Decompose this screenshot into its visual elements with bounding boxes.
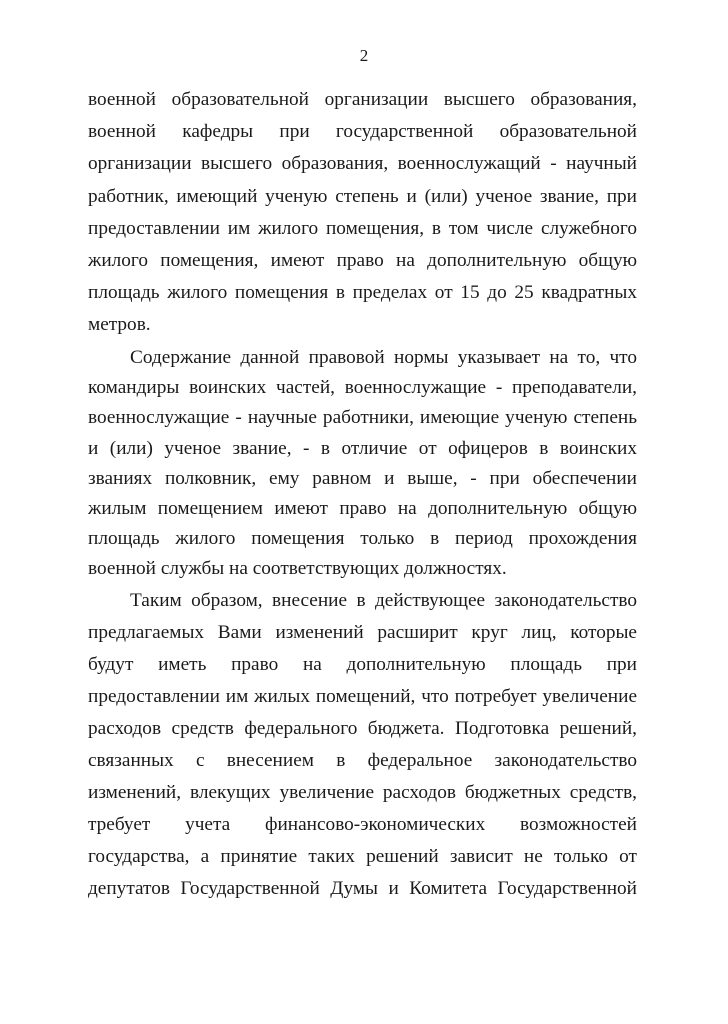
text-line: расходов средств федерального бюджета. Подготовка решений,	[88, 718, 637, 739]
text-line: работник, имеющий ученую степень и (или) ученое звание, при	[88, 185, 637, 207]
text-line: связанных с внесением в федеральное законодательство	[88, 750, 637, 771]
text-line: Содержание данной правовой нормы указывает на то, что	[130, 347, 637, 368]
text-line: жилого помещения, имеют право на дополнительную общую	[88, 249, 637, 271]
text-line: площадь жилого помещения в пределах от 15 до 25 квадратных	[88, 282, 637, 304]
text-line: изменений, влекущих увеличение расходов бюджетных средств,	[88, 782, 637, 803]
text-line: будут иметь право на дополнительную площадь при	[88, 654, 637, 675]
text-line: предоставлении им жилого помещения, в том числе служебного	[88, 217, 637, 239]
text-line: военной образовательной организации высшего образования,	[88, 89, 637, 110]
text-line: депутатов Государственной Думы и Комитета Государственной	[88, 878, 637, 899]
text-line: предлагаемых Вами изменений расширит круг лиц, которые	[88, 622, 637, 643]
paragraph-1	[88, 89, 637, 347]
text-line: военной службы на соответствующих должностях.	[88, 558, 507, 580]
text-line: жилым помещением имеют право на дополнительную общую	[88, 497, 637, 519]
paragraph-3	[88, 590, 637, 910]
text-line: метров.	[88, 314, 151, 336]
text-line: предоставлении им жилых помещений, что потребует увеличение	[88, 686, 637, 707]
text-line: командиры воинских частей, военнослужащие - преподаватели,	[88, 377, 637, 399]
paragraph-2	[88, 347, 637, 589]
text-line: государства, а принятие таких решений зависит не только от	[88, 846, 637, 867]
text-line: и (или) ученое звание, - в отличие от офицеров в воинских	[88, 437, 637, 459]
text-line: званиях полковник, ему равном и выше, - при обеспечении	[88, 467, 637, 489]
text-line: военной кафедры при государственной образовательной	[88, 121, 637, 143]
text-line: военнослужащие - научные работники, имеющие ученую степень	[88, 407, 637, 429]
text-line: требует учета финансово-экономических возможностей	[88, 814, 637, 835]
page-number: 2	[359, 46, 369, 65]
text-line: организации высшего образования, военнослужащий - научный	[88, 153, 637, 175]
text-line: площадь жилого помещения только в период прохождения	[88, 528, 637, 550]
text-line: Таким образом, внесение в действующее законодательство	[130, 590, 637, 611]
